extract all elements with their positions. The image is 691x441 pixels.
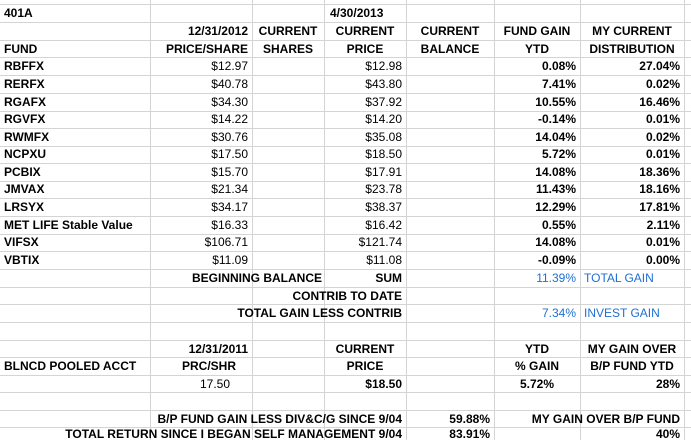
total-gain-value: 11.39% [536,271,576,285]
fund-gain-ytd: 14.04% [535,130,576,144]
fund-name: VIFSX [4,235,39,249]
fund-gain-ytd: 0.08% [541,59,576,73]
fund-price-2012: $106.71 [204,235,248,249]
fund-price-2013: $12.98 [365,59,402,73]
total-return-label: TOTAL RETURN SINCE I BEGAN SELF MANAGEMENT 9/04 [65,427,402,441]
fund-price-2012: $14.22 [211,112,248,126]
header-ytd: YTD [525,42,549,56]
pooled-price-2011: 17.50 [199,377,230,391]
fund-distribution: 18.16% [639,182,680,196]
fund-name: JMVAX [4,182,45,196]
pooled-current-hdr: CURRENT [335,342,395,356]
header-current-balance-top: CURRENT [420,24,480,38]
total-return-value: 83.91% [449,427,490,441]
bp-fund-gain-label: B/P FUND GAIN LESS DIV&C/G SINCE 9/04 [157,412,402,426]
pooled-my-gain-over-hdr: MY GAIN OVER [587,342,677,356]
fund-distribution: 0.00% [645,253,680,267]
fund-price-2013: $23.78 [365,182,402,196]
fund-name: NCPXU [4,147,47,161]
invest-gain-label: INVEST GAIN [584,306,660,320]
fund-distribution: 0.02% [645,130,680,144]
fund-price-2013: $16.42 [365,218,402,232]
pooled-pct-gain-hdr: % GAIN [514,359,559,373]
fund-price-2012: $16.33 [211,218,248,232]
fund-price-2012: $40.78 [211,77,248,91]
fund-price-2013: $37.92 [365,95,402,109]
header-date-2012: 12/31/2012 [187,24,248,38]
pooled-my-gain-pct: 28% [655,377,680,391]
fund-distribution: 0.02% [645,77,680,91]
fund-distribution: 16.46% [639,95,680,109]
fund-price-2012: $21.34 [211,182,248,196]
fund-distribution: 27.04% [639,59,680,73]
pooled-bp-fund-ytd-hdr: B/P FUND YTD [590,359,674,373]
fund-price-2012: $12.97 [211,59,248,73]
bp-fund-gain-value: 59.88% [449,412,490,426]
fund-distribution: 18.36% [639,165,680,179]
header-distribution: DISTRIBUTION [589,42,675,56]
fund-price-2012: $34.17 [211,200,248,214]
fund-gain-ytd: 12.29% [535,200,576,214]
pooled-gain-pct: 5.72% [519,377,555,391]
header-date-2013: 4/30/2013 [330,6,384,20]
fund-price-2013: $11.08 [366,253,402,267]
fund-gain-ytd: -0.14% [537,112,576,126]
fund-price-2013: $14.20 [365,112,402,126]
fund-gain-ytd: 11.43% [535,182,576,196]
fund-price-2013: $43.80 [365,77,402,91]
pooled-price-hdr: PRICE [346,359,384,373]
fund-gain-ytd: 10.55% [535,95,576,109]
fund-gain-ytd: 5.72% [541,147,576,161]
my-gain-over-bp-value: 40% [655,427,680,441]
fund-name: MET LIFE Stable Value [4,218,133,232]
sheet-title: 401A [4,6,33,20]
fund-distribution: 17.81% [639,200,680,214]
header-current-shares-top: CURRENT [258,24,318,38]
pooled-date-2011: 12/31/2011 [188,342,248,356]
header-balance: BALANCE [420,42,480,56]
fund-price-2012: $17.50 [211,147,248,161]
fund-gain-ytd: 7.41% [541,77,576,91]
header-my-current: MY CURRENT [592,24,672,38]
header-fund: FUND [4,42,38,56]
invest-gain-value: 7.34% [541,306,576,320]
fund-price-2013: $38.37 [365,200,402,214]
fund-name: LRSYX [4,200,45,214]
fund-price-2012: $11.09 [212,253,248,267]
fund-name: RBFFX [4,59,44,73]
beginning-balance-label: BEGINNING BALANCE [191,271,322,285]
fund-name: VBTIX [4,253,40,267]
fund-name: RGVFX [4,112,46,126]
pooled-prc-shr-hdr: PRC/SHR [181,359,236,373]
fund-distribution: 0.01% [645,112,680,126]
header-price: PRICE [346,42,384,56]
contrib-to-date-label: CONTRIB TO DATE [292,289,402,303]
header-price-share: PRICE/SHARE [165,42,248,56]
total-gain-less-contrib-label: TOTAL GAIN LESS CONTRIB [237,306,402,320]
fund-name: PCBIX [4,165,41,179]
total-gain-label: TOTAL GAIN [584,271,654,285]
fund-name: RWMFX [4,130,50,144]
fund-distribution: 2.11% [646,218,680,232]
fund-price-2013: $35.08 [365,130,402,144]
pooled-ytd-hdr: YTD [525,342,549,356]
fund-gain-ytd: 0.55% [541,218,576,232]
header-shares: SHARES [262,42,313,56]
sum-label: SUM [375,271,402,285]
pooled-price-current: $18.50 [365,377,402,391]
fund-gain-ytd: -0.09% [537,253,576,267]
fund-price-2013: $121.74 [358,235,402,249]
fund-price-2012: $15.70 [211,165,248,179]
header-current-price-placeholder: CURRENT [335,24,395,38]
fund-price-2012: $30.76 [211,130,248,144]
fund-gain-ytd: 14.08% [535,235,576,249]
fund-name: RERFX [4,77,45,91]
fund-price-2013: $18.50 [365,147,402,161]
fund-price-2012: $34.30 [211,95,248,109]
fund-distribution: 0.01% [645,147,680,161]
fund-price-2013: $17.91 [365,165,402,179]
fund-distribution: 0.01% [645,235,680,249]
fund-gain-ytd: 14.08% [535,165,576,179]
my-gain-over-bp-label: MY GAIN OVER B/P FUND [531,412,680,426]
fund-name: RGAFX [4,95,46,109]
header-fund-gain: FUND GAIN [503,24,571,38]
pooled-acct-name: BLNCD POOLED ACCT [4,359,137,373]
